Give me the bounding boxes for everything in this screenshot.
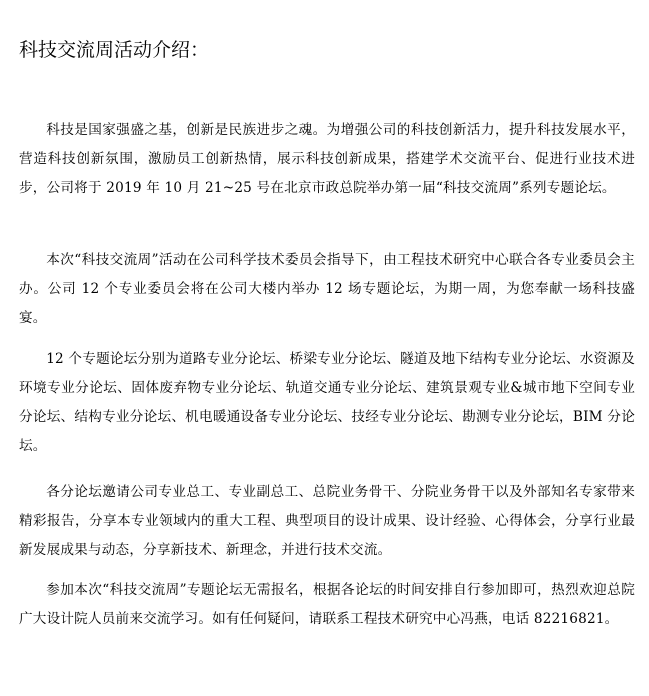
- paragraph-intro: 科技是国家强盛之基，创新是民族进步之魂。为增强公司的科技创新活力，提升科技发展水平，营造科技创新氛围，激励员工创新热情，展示科技创新成果，搭建学术交流平台、促进行业技术进步，公司将于 2019 年 10 月 21~25 号在北京市政总院举办第一届“科技交流周”系列专题论坛。: [19, 122, 635, 196]
- paragraph-organizers: 本次“科技交流周”活动在公司科学技术委员会指导下，由工程技术研究中心联合各专业委员会主办。公司 12 个专业委员会将在公司大楼内举办 12 场专题论坛，为期一周，为您奉献一场科技盛宴。: [19, 252, 635, 326]
- paragraph-forum-list: 12 个专题论坛分别为道路专业分论坛、桥梁专业分论坛、隧道及地下结构专业分论坛、水资源及环境专业分论坛、固体废弃物专业分论坛、轨道交通专业分论坛、建筑景观专业&城市地下空间专业分论坛、结构专业分论坛、机电暖通设备专业分论坛、技经专业分论坛、勘测专业分论坛，BIM 分论坛。: [19, 351, 635, 454]
- paragraph-contact: 参加本次“科技交流周”专题论坛无需报名，根据各论坛的时间安排自行参加即可，热烈欢迎总院广大设计院人员前来交流学习。如有任何疑问，请联系工程技术研究中心冯燕，电话 82216821。: [19, 582, 635, 627]
- document-title: 科技交流周活动介绍：: [19, 39, 210, 61]
- paragraph-speakers: 各分论坛邀请公司专业总工、专业副总工、总院业务骨干、分院业务骨干以及外部知名专家带来精彩报告，分享本专业领域内的重大工程、典型项目的设计成果、设计经验、心得体会，分享行业最新发展成果与动态，分享新技术、新理念，并进行技术交流。: [19, 484, 635, 558]
